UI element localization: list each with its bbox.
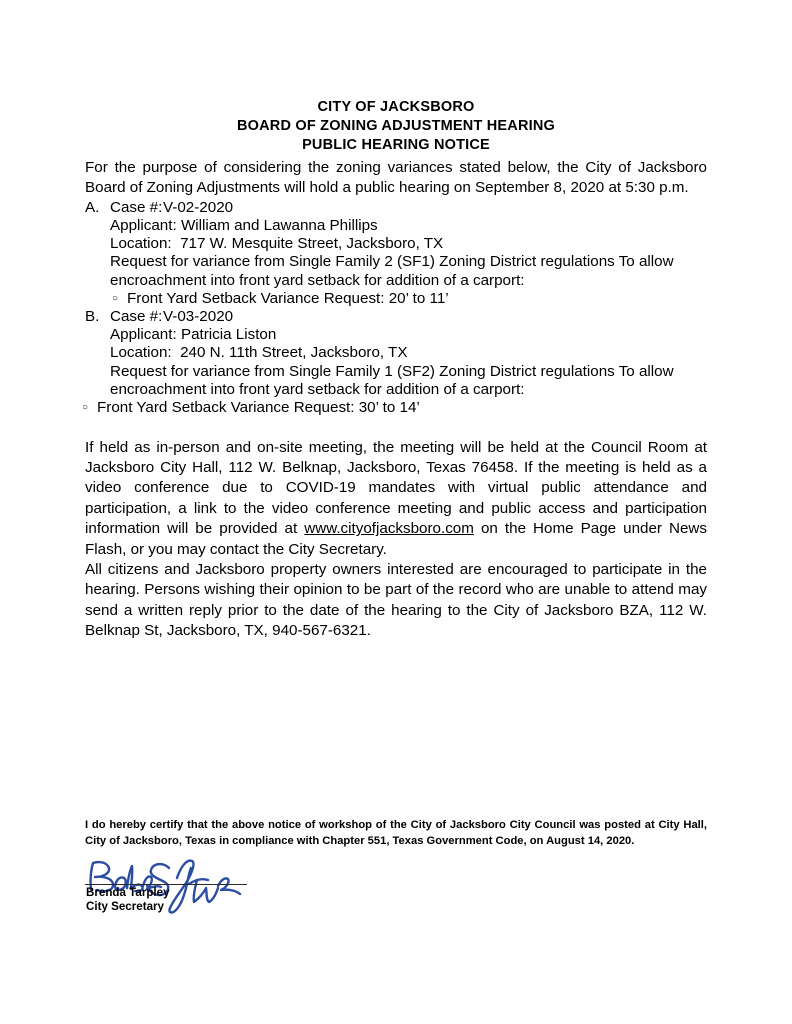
case-b-applicant: Patricia Liston <box>180 326 277 344</box>
case-b-applicant-body <box>110 326 707 344</box>
case-b-request-gutter <box>85 363 110 399</box>
case-a-applicant: William and Lawanna Phillips <box>180 217 378 235</box>
case-b-location-row <box>85 344 707 362</box>
case-a-bullet-text: Front Yard Setback Variance Request: 20’ to 11’ <box>127 289 449 307</box>
case-a-location: 717 W. Mesquite Street, Jacksboro, TX <box>180 235 444 253</box>
case-b-bullet <box>82 399 707 417</box>
case-b-marker: B. <box>85 308 100 326</box>
paragraph-spacer <box>85 417 707 437</box>
case-a-marker: A. <box>85 198 100 216</box>
case-b-applicant-row <box>85 326 707 344</box>
case-a-number-body <box>110 199 707 217</box>
case-a-request-gutter <box>85 253 110 289</box>
case-a-request: Request for variance from Single Family 2 (SF1) Zoning District regulations To allow encroachment into front yard setback for addition of a carport: <box>110 253 674 289</box>
case-b-label: Case #: <box>110 308 163 326</box>
heading-city: CITY OF JACKSBORO <box>317 99 475 115</box>
case-a-number: V-02-2020 <box>163 198 234 216</box>
case-a-location-row <box>85 235 707 253</box>
case-a-bullet-body <box>110 290 707 308</box>
intro-paragraph: For the purpose of considering the zoning variances stated below, the City of Jacksboro Board of Zoning Adjustments will hold a public hearing on September 8, 2020 at 5:30 p.m. <box>85 159 707 197</box>
case-b-location: 240 N. 11th Street, Jacksboro, TX <box>180 344 408 362</box>
case-a-applicant-label: Applicant: <box>110 217 177 235</box>
case-a-number-row <box>85 199 707 217</box>
case-a-applicant-row <box>85 217 707 235</box>
case-b-request: Request for variance from Single Family 1 (SF2) Zoning District regulations To allow encroachment into front yard setback for addition of a carport: <box>110 362 674 398</box>
case-item-a <box>85 199 707 308</box>
certification-statement: I do hereby certify that the above notice of workshop of the City of Jacksboro City Council was posted at City Hall, City of Jacksboro, Texas in compliance with Chapter 551, Texas Government Code, on August 14, 2020. <box>85 819 707 847</box>
heading-notice: PUBLIC HEARING NOTICE <box>302 137 490 153</box>
signatory-name: Brenda Tarpley <box>86 886 170 899</box>
case-a-bullet <box>112 290 707 308</box>
meeting-paragraph <box>85 438 707 560</box>
case-a-location-label: Location: <box>110 235 172 253</box>
case-b-number: V-03-2020 <box>163 308 234 326</box>
signature-line <box>85 884 247 885</box>
case-b-location-label: Location: <box>110 344 172 362</box>
city-website-link[interactable]: www.cityofjacksboro.com <box>304 520 474 538</box>
bullet-circle-icon: ○ <box>82 402 89 414</box>
case-a-location-body <box>110 235 707 253</box>
document-content <box>82 98 707 642</box>
case-item-b <box>82 308 707 417</box>
case-a-bullet-row <box>85 290 707 308</box>
signatory-title: City Secretary <box>86 900 164 913</box>
case-b-location-gutter <box>85 344 110 362</box>
case-a-bullet-gutter <box>85 290 110 308</box>
bullet-circle-icon: ○ <box>112 292 119 304</box>
participation-paragraph: All citizens and Jacksboro property owners interested are encouraged to participate in the hearing. Persons wishing their opinion to be part of the record who are unable to attend may send a written reply prior to the date of the hearing to the City of Jacksboro BZA, 112 W. Belknap St, Jacksboro, TX, 940-567-6321. <box>85 561 707 640</box>
meeting-text-before-link: If held as in-person and on-site meeting, the meeting will be held at the Council Room at Jacksboro City Hall, 112 W. Belknap, Jacksboro, Texas 76458. If the meeting is held as a video conference due to COVID-19 mandates with virtual public attendance and participation, a link to the video conference meeting and public access and participation information will be provided at <box>85 438 707 538</box>
case-a-request-row <box>85 253 707 289</box>
case-b-bullet-text: Front Yard Setback Variance Request: 30’ to 14’ <box>97 399 420 417</box>
case-b-number-row <box>85 308 707 326</box>
case-a-location-gutter <box>85 235 110 253</box>
case-a-applicant-gutter <box>85 217 110 235</box>
heading-board: BOARD OF ZONING ADJUSTMENT HEARING <box>236 118 555 134</box>
case-b-applicant-gutter <box>85 326 110 344</box>
case-b-request-row <box>85 363 707 399</box>
case-b-number-body <box>110 308 707 326</box>
meeting-text-after-link: on the Home Page under News Flash, or you may contact the City Secretary. <box>85 520 707 558</box>
case-a-label: Case #: <box>110 198 163 216</box>
case-a-applicant-body <box>110 217 707 235</box>
case-list <box>82 198 707 417</box>
case-b-location-body <box>110 344 707 362</box>
case-b-applicant-label: Applicant: <box>110 326 177 344</box>
